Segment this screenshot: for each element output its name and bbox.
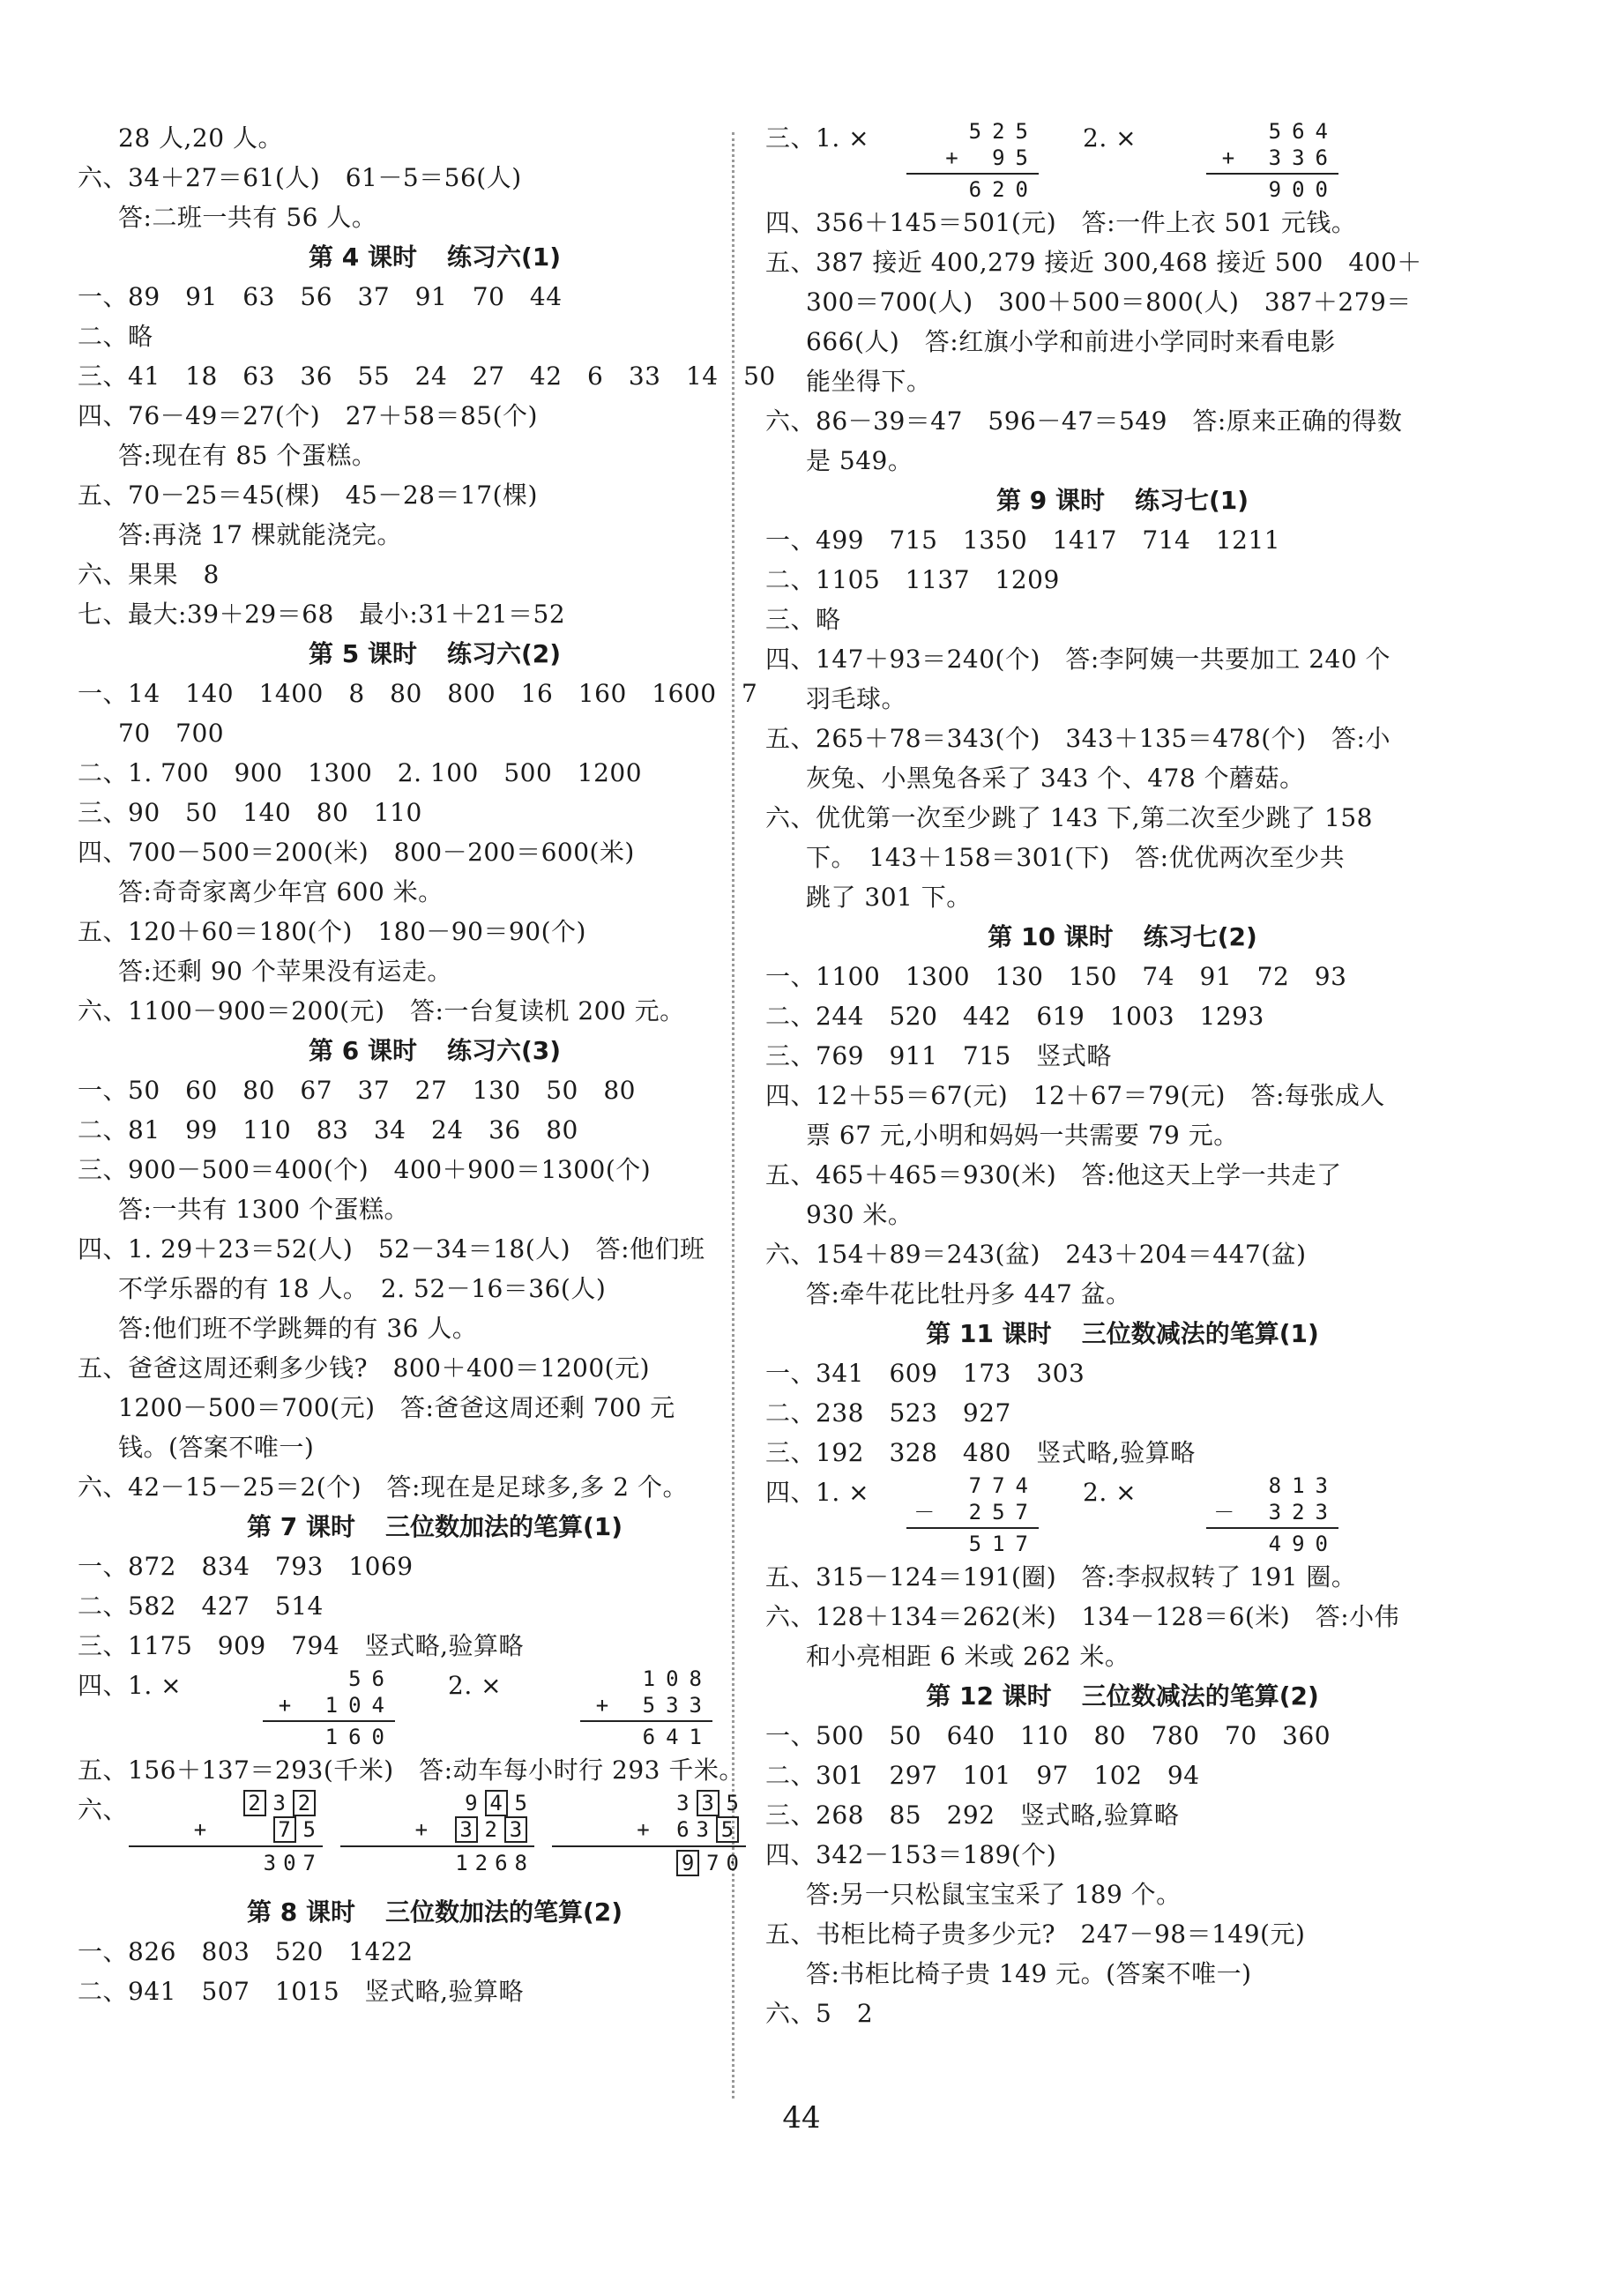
- answer-line: 七、最大:39＋29＝68 最小:31＋21＝52: [78, 600, 566, 629]
- answer-line: 跳了 301 下。: [806, 883, 972, 912]
- answer-line: 70 700: [118, 719, 225, 748]
- answer-line: 一、50 60 80 67 37 27 130 50 80: [78, 1076, 636, 1105]
- answer-line: 不学乐器的有 18 人。 2. 52－16＝36(人): [118, 1274, 607, 1303]
- answer-line: 五、265＋78＝343(个) 343＋135＝478(个) 答:小: [765, 724, 1391, 753]
- answer-line: 一、1100 1300 130 150 74 91 72 93: [765, 962, 1347, 991]
- answer-line: 五、315－124＝191(圈) 答:李叔叔转了 191 圈。: [765, 1562, 1357, 1592]
- answer-line: 666(人) 答:红旗小学和前进小学同时来看电影: [806, 327, 1336, 356]
- answer-line: 三、268 85 292 竖式略,验算略: [765, 1800, 1180, 1830]
- answer-line: 28 人,20 人。: [118, 123, 283, 153]
- answer-line: 能坐得下。: [806, 367, 932, 396]
- question-label: 2. ×: [1083, 1478, 1137, 1507]
- answer-line: 一、872 834 793 1069: [78, 1552, 414, 1581]
- answer-line: 三、1175 909 794 竖式略,验算略: [78, 1631, 525, 1660]
- answer-line: 四、12＋55＝67(元) 12＋67＝79(元) 答:每张成人: [765, 1081, 1385, 1110]
- answer-line: 一、89 91 63 56 37 91 70 44: [78, 282, 563, 311]
- answer-line: 六、1100－900＝200(元) 答:一台复读机 200 元。: [78, 996, 685, 1025]
- answer-line: 300＝700(人) 300＋500＝800(人) 387＋279＝: [806, 287, 1412, 317]
- answer-line: 答:二班一共有 56 人。: [118, 203, 377, 232]
- answer-line: 五、156＋137＝293(千米) 答:动车每小时行 293 千米。: [78, 1756, 744, 1785]
- vertical-calc-row: [765, 118, 1480, 203]
- answer-line: 答:牵牛花比牡丹多 447 盆。: [806, 1279, 1131, 1308]
- lesson-heading: 第 4 课时 练习六(1): [308, 242, 562, 272]
- answer-line: 答:一共有 1300 个蛋糕。: [118, 1195, 409, 1224]
- lesson-heading: 第 5 课时 练习六(2): [308, 639, 562, 668]
- answer-line: 三、90 50 140 80 110: [78, 798, 422, 827]
- question-label: 六、: [78, 1795, 129, 1824]
- lesson-heading: 第 9 课时 练习七(1): [995, 486, 1249, 515]
- answer-line: 答:奇奇家离少年宫 600 米。: [118, 877, 444, 906]
- question-label: 2. ×: [448, 1671, 503, 1700]
- answer-line: 钱。(答案不唯一): [118, 1433, 315, 1462]
- answer-line: 六、42－15－25＝2(个) 答:现在是足球多,多 2 个。: [78, 1472, 689, 1502]
- answer-line: 灰兔、小黑兔各采了 343 个、478 个蘑菇。: [806, 764, 1305, 793]
- cross-mark-icon: ×: [160, 1671, 183, 1700]
- lesson-heading: 第 7 课时 三位数加法的笔算(1): [246, 1512, 623, 1541]
- vertical-addition: 108 + 533 641: [580, 1666, 712, 1750]
- vertical-calc-row: [765, 1472, 1480, 1557]
- vertical-calc-row: [78, 1666, 792, 1750]
- answer-line: 六、果果 8: [78, 560, 220, 589]
- answer-line: 四、1. 29＋23＝52(人) 52－34＝18(人) 答:他们班: [78, 1234, 705, 1264]
- answer-line: 答:现在有 85 个蛋糕。: [118, 441, 377, 470]
- answer-line: 六、5 2: [765, 1999, 874, 2028]
- cross-mark-icon: ×: [481, 1671, 503, 1700]
- answer-line: 六、154＋89＝243(盆) 243＋204＝447(盆): [765, 1240, 1307, 1269]
- answer-line: 下。 143＋158＝301(下) 答:优优两次至少共: [806, 843, 1346, 872]
- question-label: 2. ×: [1083, 123, 1137, 153]
- lesson-heading: 第 10 课时 练习七(2): [988, 922, 1257, 951]
- answer-line: 二、1. 700 900 1300 2. 100 500 1200: [78, 758, 643, 787]
- question-label: 四、1. ×: [765, 1478, 870, 1507]
- lesson-heading: 第 11 课时 三位数减法的笔算(1): [926, 1319, 1319, 1348]
- page-number: 44: [782, 2100, 821, 2136]
- answer-line: 二、81 99 110 83 34 24 36 80: [78, 1115, 578, 1144]
- vertical-addition: 56 + 104 160: [263, 1666, 395, 1750]
- answer-line: 930 米。: [806, 1200, 913, 1229]
- lesson-heading: 第 6 课时 练习六(3): [308, 1036, 562, 1065]
- answer-line: 答:再浇 17 棵就能浇完。: [118, 520, 402, 549]
- answer-line: 三、41 18 63 36 55 24 27 42 6 33 14 50: [78, 362, 776, 391]
- answer-line: 答:书柜比椅子贵 149 元。(答案不唯一): [806, 1959, 1252, 1988]
- answer-line: 答:他们班不学跳舞的有 36 人。: [118, 1314, 478, 1343]
- cross-mark-icon: ×: [848, 123, 870, 153]
- answer-line: 三、900－500＝400(个) 400＋900＝1300(个): [78, 1155, 652, 1184]
- answer-line: 一、499 715 1350 1417 714 1211: [765, 526, 1281, 555]
- answer-line: 一、341 609 173 303: [765, 1359, 1085, 1388]
- answer-line: 二、941 507 1015 竖式略,验算略: [78, 1977, 525, 2006]
- answer-line: 和小亮相距 6 米或 262 米。: [806, 1642, 1130, 1671]
- answer-line: 二、1105 1137 1209: [765, 565, 1060, 594]
- digit-puzzle: 9 4 5 + 3 2 3 1268: [340, 1790, 534, 1876]
- cross-mark-icon: ×: [1115, 123, 1137, 153]
- cross-mark-icon: ×: [848, 1478, 870, 1507]
- answer-line: 一、826 803 520 1422: [78, 1937, 414, 1966]
- answer-line: 六、34＋27＝61(人) 61－5＝56(人): [78, 163, 522, 192]
- answer-line: 六、优优第一次至少跳了 143 下,第二次至少跳了 158: [765, 803, 1373, 832]
- answer-line: 四、147＋93＝240(个) 答:李阿姨一共要加工 240 个: [765, 645, 1391, 674]
- question-label: 四、1. ×: [78, 1671, 183, 1700]
- answer-line: 是 549。: [806, 446, 913, 475]
- answer-line: 二、略: [78, 322, 153, 351]
- digit-puzzle: 3 3 5 + 63 5 9 70: [552, 1790, 746, 1876]
- answer-line: 票 67 元,小明和妈妈一共需要 79 元。: [806, 1121, 1239, 1150]
- vertical-subtraction: 813 － 323 490: [1206, 1472, 1338, 1557]
- answer-line: 二、582 427 514: [78, 1592, 324, 1621]
- vertical-addition: 525 + 95 620: [906, 118, 1039, 203]
- cross-mark-icon: ×: [1115, 1478, 1137, 1507]
- answer-line: 二、244 520 442 619 1003 1293: [765, 1002, 1264, 1031]
- vertical-subtraction: 774 － 257 517: [906, 1472, 1039, 1557]
- answer-line: 四、76－49＝27(个) 27＋58＝85(个): [78, 401, 538, 430]
- answer-line: 四、342－153＝189(个): [765, 1840, 1057, 1869]
- answer-line: 四、700－500＝200(米) 800－200＝600(米): [78, 838, 635, 867]
- digit-puzzles: [129, 1790, 746, 1876]
- answer-line: 三、769 911 715 竖式略: [765, 1041, 1112, 1070]
- answer-line: 五、120＋60＝180(个) 180－90＝90(个): [78, 917, 586, 946]
- question-label: 三、1. ×: [765, 123, 870, 153]
- answer-line: 三、略: [765, 605, 841, 634]
- lesson-heading: 第 12 课时 三位数减法的笔算(2): [926, 1681, 1319, 1711]
- lesson-heading: 第 8 课时 三位数加法的笔算(2): [246, 1897, 623, 1927]
- answer-line: 四、356＋145＝501(元) 答:一件上衣 501 元钱。: [765, 208, 1357, 237]
- answer-line: 答:另一只松鼠宝宝采了 189 个。: [806, 1880, 1182, 1909]
- answer-line: 1200－500＝700(元) 答:爸爸这周还剩 700 元: [118, 1393, 675, 1422]
- answer-line: 三、192 328 480 竖式略,验算略: [765, 1438, 1196, 1467]
- answer-line: 一、500 50 640 110 80 780 70 360: [765, 1721, 1331, 1750]
- answer-line: 五、爸爸这周还剩多少钱? 800＋400＝1200(元): [78, 1353, 651, 1383]
- vertical-addition: 564 + 336 900: [1206, 118, 1338, 203]
- answer-line: 六、128＋134＝262(米) 134－128＝6(米) 答:小伟: [765, 1602, 1400, 1631]
- answer-line: 五、70－25＝45(棵) 45－28＝17(棵): [78, 481, 538, 510]
- answer-line: 羽毛球。: [806, 684, 907, 713]
- answer-line: 五、387 接近 400,279 接近 300,468 接近 500 400＋: [765, 248, 1422, 277]
- puzzle-row: [78, 1790, 792, 1892]
- answer-line: 二、238 523 927: [765, 1398, 1011, 1428]
- digit-puzzle: 2 3 2 + 7 5 307: [129, 1790, 323, 1876]
- answer-line: 六、86－39＝47 596－47＝549 答:原来正确的得数: [765, 406, 1403, 436]
- answer-line: 五、书柜比椅子贵多少元? 247－98＝149(元): [765, 1920, 1306, 1949]
- answer-line: 答:还剩 90 个苹果没有运走。: [118, 957, 452, 986]
- answer-line: 一、14 140 1400 8 80 800 16 160 1600 7: [78, 679, 758, 708]
- right-column: [765, 118, 1480, 2033]
- answer-line: 五、465＋465＝930(米) 答:他这天上学一共走了: [765, 1160, 1342, 1189]
- left-column: [78, 118, 792, 2011]
- answer-line: 二、301 297 101 97 102 94: [765, 1761, 1200, 1790]
